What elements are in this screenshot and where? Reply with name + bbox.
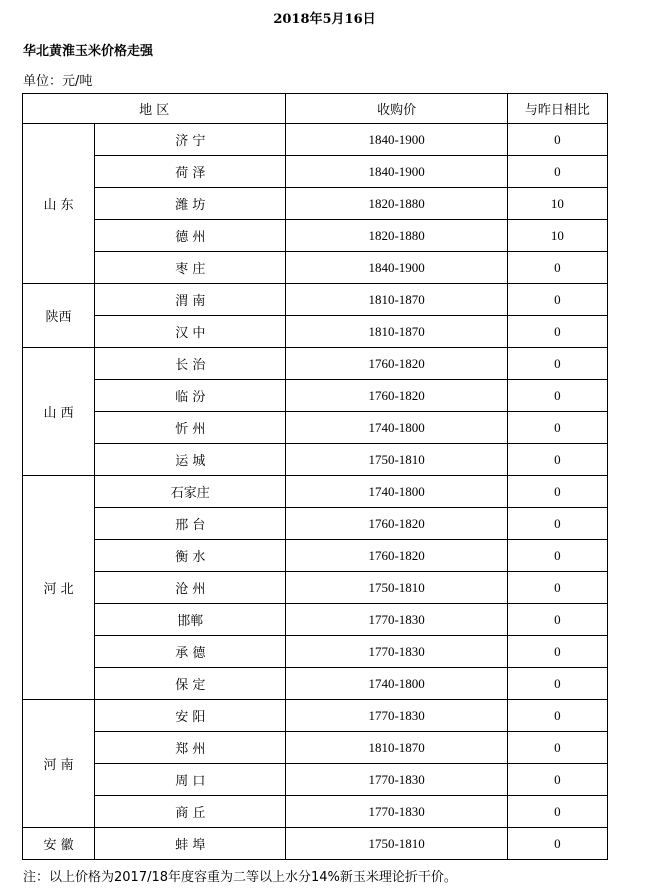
change-cell: 0 [507, 572, 607, 604]
change-cell: 10 [507, 220, 607, 252]
city-cell: 渭 南 [95, 284, 286, 316]
footnote: 注：以上价格为2017/18年度容重为二等以上水分14%新玉米理论折干价。 [23, 870, 457, 885]
table-header-row [23, 94, 608, 124]
table-row [23, 636, 608, 668]
table-row [23, 124, 608, 156]
province-cell: 河 北 [23, 476, 95, 700]
table-row [23, 348, 608, 380]
city-cell: 保 定 [95, 668, 286, 700]
table-body [23, 124, 608, 860]
city-cell: 石家庄 [95, 476, 286, 508]
change-cell: 0 [507, 732, 607, 764]
change-cell: 0 [507, 700, 607, 732]
price-cell: 1810-1870 [286, 284, 507, 316]
change-cell: 0 [507, 348, 607, 380]
change-cell: 0 [507, 124, 607, 156]
city-cell: 邢 台 [95, 508, 286, 540]
price-cell: 1750-1810 [286, 828, 507, 860]
table-row [23, 220, 608, 252]
table-row [23, 700, 608, 732]
table-row [23, 252, 608, 284]
table-row [23, 476, 608, 508]
city-cell: 安 阳 [95, 700, 286, 732]
table-row [23, 156, 608, 188]
price-cell: 1760-1820 [286, 380, 507, 412]
table-row [23, 316, 608, 348]
change-cell: 0 [507, 636, 607, 668]
unit-label: 单位：元/吨 [23, 74, 93, 89]
table-row [23, 284, 608, 316]
price-cell: 1820-1880 [286, 220, 507, 252]
change-cell: 0 [507, 380, 607, 412]
city-cell: 运 城 [95, 444, 286, 476]
price-cell: 1760-1820 [286, 508, 507, 540]
change-cell: 0 [507, 156, 607, 188]
price-table [22, 93, 608, 860]
city-cell: 忻 州 [95, 412, 286, 444]
city-cell: 长 治 [95, 348, 286, 380]
city-cell: 周 口 [95, 764, 286, 796]
city-cell: 沧 州 [95, 572, 286, 604]
header-change: 与昨日相比 [507, 94, 607, 124]
city-cell: 衡 水 [95, 540, 286, 572]
price-cell: 1840-1900 [286, 156, 507, 188]
change-cell: 0 [507, 604, 607, 636]
city-cell: 德 州 [95, 220, 286, 252]
city-cell: 邯郸 [95, 604, 286, 636]
price-cell: 1840-1900 [286, 252, 507, 284]
price-cell: 1820-1880 [286, 188, 507, 220]
change-cell: 0 [507, 412, 607, 444]
change-cell: 0 [507, 252, 607, 284]
table-row [23, 828, 608, 860]
price-cell: 1760-1820 [286, 348, 507, 380]
change-cell: 0 [507, 508, 607, 540]
table-row [23, 540, 608, 572]
table-row [23, 668, 608, 700]
city-cell: 荷 泽 [95, 156, 286, 188]
change-cell: 0 [507, 476, 607, 508]
table-row [23, 604, 608, 636]
change-cell: 0 [507, 764, 607, 796]
price-cell: 1810-1870 [286, 316, 507, 348]
city-cell: 枣 庄 [95, 252, 286, 284]
city-cell: 临 汾 [95, 380, 286, 412]
change-cell: 0 [507, 540, 607, 572]
city-cell: 蚌 埠 [95, 828, 286, 860]
city-cell: 商 丘 [95, 796, 286, 828]
price-cell: 1740-1800 [286, 412, 507, 444]
price-cell: 1750-1810 [286, 444, 507, 476]
table-row [23, 412, 608, 444]
province-cell: 安 徽 [23, 828, 95, 860]
change-cell: 0 [507, 796, 607, 828]
price-cell: 1740-1800 [286, 668, 507, 700]
header-price: 收购价 [286, 94, 507, 124]
change-cell: 0 [507, 668, 607, 700]
table-row [23, 796, 608, 828]
price-cell: 1770-1830 [286, 796, 507, 828]
province-cell: 山 西 [23, 348, 95, 476]
change-cell: 0 [507, 444, 607, 476]
price-cell: 1770-1830 [286, 604, 507, 636]
city-cell: 潍 坊 [95, 188, 286, 220]
price-cell: 1770-1830 [286, 636, 507, 668]
table-row [23, 732, 608, 764]
price-cell: 1810-1870 [286, 732, 507, 764]
table-row [23, 380, 608, 412]
city-cell: 济 宁 [95, 124, 286, 156]
price-cell: 1740-1800 [286, 476, 507, 508]
province-cell: 山 东 [23, 124, 95, 284]
price-cell: 1760-1820 [286, 540, 507, 572]
city-cell: 郑 州 [95, 732, 286, 764]
city-cell: 承 德 [95, 636, 286, 668]
change-cell: 0 [507, 284, 607, 316]
report-date: 2018年5月16日 [273, 12, 376, 27]
price-cell: 1750-1810 [286, 572, 507, 604]
price-cell: 1840-1900 [286, 124, 507, 156]
change-cell: 0 [507, 828, 607, 860]
city-cell: 汉 中 [95, 316, 286, 348]
price-cell: 1770-1830 [286, 700, 507, 732]
change-cell: 10 [507, 188, 607, 220]
province-cell: 河 南 [23, 700, 95, 828]
change-cell: 0 [507, 316, 607, 348]
table-row [23, 444, 608, 476]
table-row [23, 572, 608, 604]
article-title: 华北黄淮玉米价格走强 [23, 44, 154, 59]
header-region: 地 区 [23, 94, 286, 124]
table-row [23, 188, 608, 220]
table-row [23, 764, 608, 796]
price-cell: 1770-1830 [286, 764, 507, 796]
province-cell: 陕西 [23, 284, 95, 348]
table-row [23, 508, 608, 540]
